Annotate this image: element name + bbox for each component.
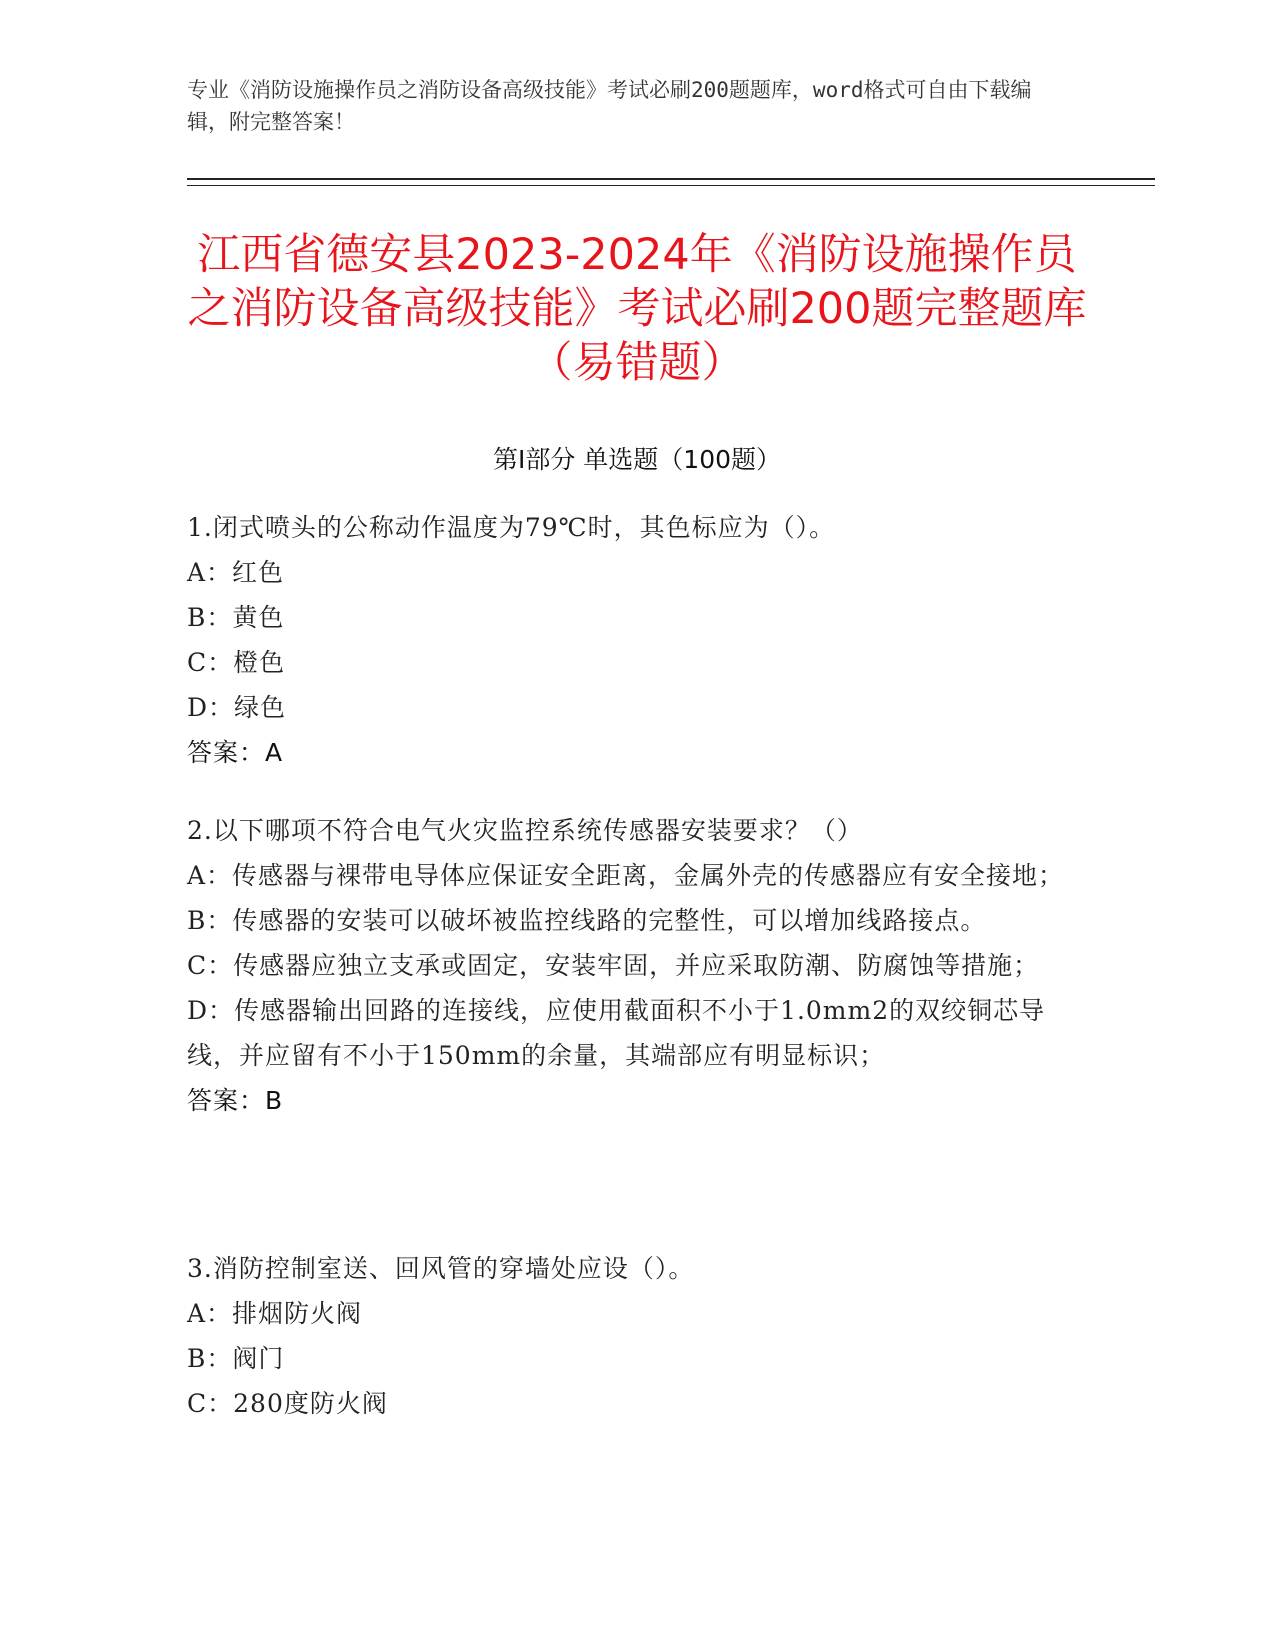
option-b: B：黄色 bbox=[187, 603, 285, 632]
header-note: 专业《消防设施操作员之消防设备高级技能》考试必刷200题题库，word格式可自由下载编辑，附完整答案！ bbox=[187, 78, 1032, 134]
question-2 bbox=[187, 808, 1067, 1123]
answer: 答案：B bbox=[187, 1086, 284, 1115]
question-stem: 2.以下哪项不符合电气火灾监控系统传感器安装要求？（） bbox=[187, 816, 863, 845]
option-d: D：传感器输出回路的连接线，应使用截面积不小于1.0mm2的双绞铜芯导线，并应留有不小于150mm的余量，其端部应有明显标识； bbox=[187, 996, 1046, 1070]
option-c: C：橙色 bbox=[187, 648, 286, 677]
option-a: A：传感器与裸带电导体应保证安全距离，金属外壳的传感器应有安全接地； bbox=[187, 861, 1065, 890]
question-1 bbox=[187, 505, 1067, 775]
option-c: C：280度防火阀 bbox=[187, 1389, 388, 1418]
header-divider-thin bbox=[187, 185, 1155, 186]
option-b: B：阀门 bbox=[187, 1344, 285, 1373]
option-a: A：红色 bbox=[187, 558, 285, 587]
header-divider-thick bbox=[187, 178, 1155, 180]
question-3 bbox=[187, 1246, 1067, 1426]
document-title: 江西省德安县2023-2024年《消防设施操作员之消防设备高级技能》考试必刷200题完整题库（易错题） bbox=[187, 230, 1087, 388]
option-d: D：绿色 bbox=[187, 693, 287, 722]
option-b: B：传感器的安装可以破坏被监控线路的完整性，可以增加线路接点。 bbox=[187, 906, 987, 935]
option-c: C：传感器应独立支承或固定，安装牢固，并应采取防潮、防腐蚀等措施； bbox=[187, 951, 1040, 980]
answer: 答案：A bbox=[187, 738, 284, 767]
question-stem: 3.消防控制室送、回风管的穿墙处应设（）。 bbox=[187, 1254, 695, 1283]
option-a: A：排烟防火阀 bbox=[187, 1299, 363, 1328]
section-heading: 第Ⅰ部分 单选题（100题） bbox=[492, 445, 782, 474]
question-stem: 1.闭式喷头的公称动作温度为79℃时，其色标应为（）。 bbox=[187, 513, 836, 542]
